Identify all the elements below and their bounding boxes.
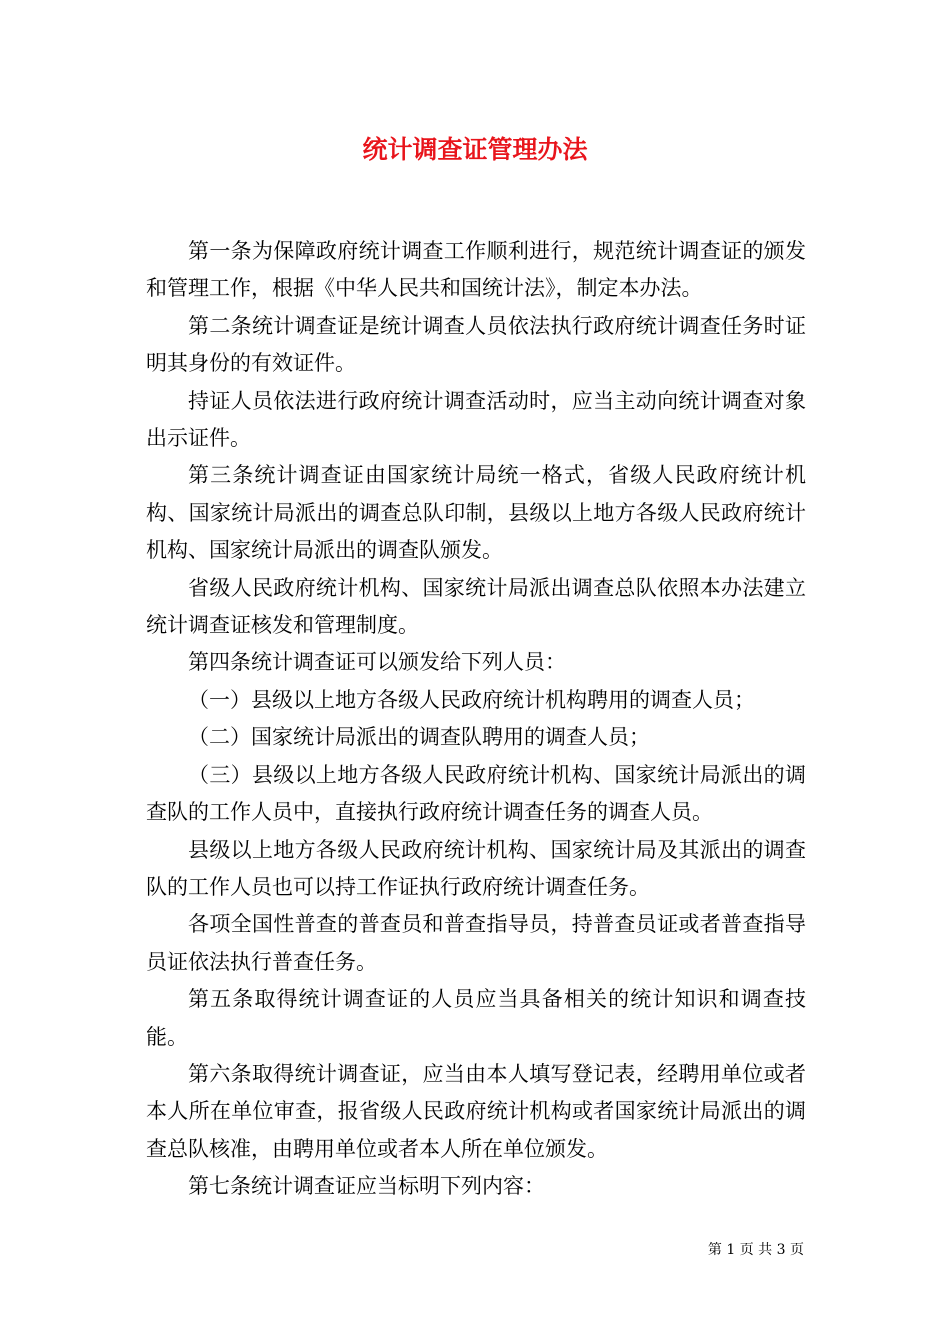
paragraph-1: 第一条为保障政府统计调查工作顺利进行，规范统计调查证的颁发和管理工作，根据《中华人民共和国统计法》，制定本办法。 [146, 239, 806, 301]
paragraph-8: （二）国家统计局派出的调查队聘用的调查人员； [188, 725, 650, 750]
document-title: 统计调查证管理办法 [362, 135, 588, 164]
paragraph-13: 第六条取得统计调查证，应当由本人填写登记表，经聘用单位或者本人所在单位审查，报省级人民政府统计机构或者国家统计局派出的调查总队核准，由聘用单位或者本人所在单位颁发。 [146, 1061, 806, 1161]
paragraph-4: 第三条统计调查证由国家统计局统一格式，省级人民政府统计机构、国家统计局派出的调查总队印制，县级以上地方各级人民政府统计机构、国家统计局派出的调查队颁发。 [146, 463, 806, 563]
paragraph-9: （三）县级以上地方各级人民政府统计机构、国家统计局派出的调查队的工作人员中，直接执行政府统计调查任务的调查人员。 [146, 762, 806, 825]
paragraph-12: 第五条取得统计调查证的人员应当具备相关的统计知识和调查技能。 [146, 987, 806, 1049]
paragraph-2: 第二条统计调查证是统计调查人员依法执行政府统计调查任务时证明其身份的有效证件。 [146, 313, 806, 376]
paragraph-3: 持证人员依法进行政府统计调查活动时，应当主动向统计调查对象出示证件。 [146, 388, 806, 451]
page-number-footer: 第 1 页 共 3 页 [707, 1242, 804, 1258]
paragraph-10: 县级以上地方各级人民政府统计机构、国家统计局及其派出的调查队的工作人员也可以持工作证执行政府统计调查任务。 [146, 837, 806, 899]
document-body [146, 233, 806, 1206]
paragraph-14: 第七条统计调查证应当标明下列内容： [188, 1174, 545, 1199]
paragraph-5: 省级人民政府统计机构、国家统计局派出调查总队依照本办法建立统计调查证核发和管理制度。 [146, 575, 806, 638]
paragraph-11: 各项全国性普查的普查员和普查指导员，持普查员证或者普查指导员证依法执行普查任务。 [146, 912, 806, 974]
paragraph-6: 第四条统计调查证可以颁发给下列人员： [188, 650, 566, 675]
paragraph-7: （一）县级以上地方各级人民政府统计机构聘用的调查人员； [188, 687, 755, 712]
